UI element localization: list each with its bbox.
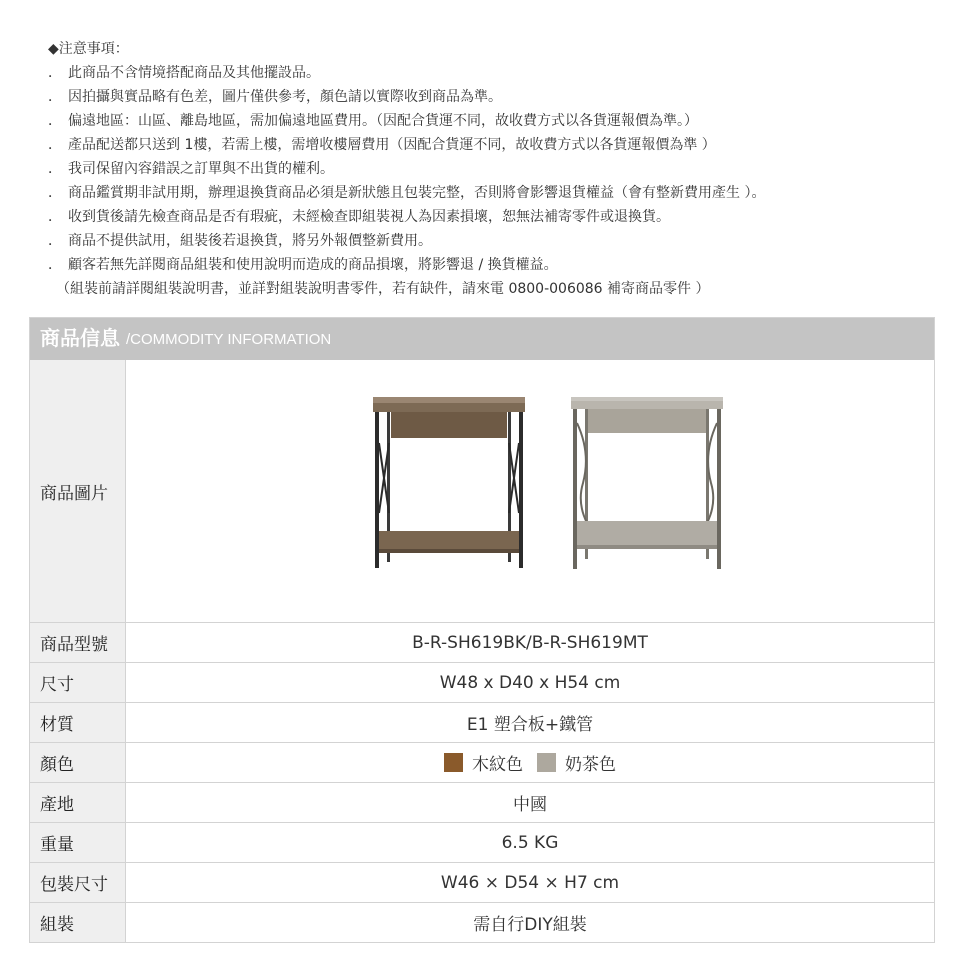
label-weight-char-1: 重: [40, 835, 57, 855]
info-header-title: 商品信息: [40, 326, 120, 350]
value-weight: 6.5 KG: [501, 832, 559, 853]
notice-bullet: ．: [48, 185, 62, 201]
label-color-char-1: 顏: [40, 755, 57, 775]
label-color-char-2: 色: [57, 755, 74, 775]
label-product-image: 商品圖片: [30, 360, 126, 622]
label-origin-char-2: 地: [57, 795, 74, 815]
notice-list: [48, 61, 765, 277]
product-image-cell: [126, 360, 934, 622]
row-origin: [30, 782, 934, 822]
notice-item: [48, 85, 765, 109]
label-origin-char-1: 產: [40, 795, 57, 815]
label-material-char-1: 材: [40, 715, 57, 735]
value-assembly: 需自行DIY組裝: [473, 915, 587, 935]
label-size-char-1: 尺: [40, 675, 57, 695]
walnut-label: 木紋色: [472, 755, 523, 775]
notice-item: [48, 229, 765, 253]
value-material: E1 塑合板+鐵管: [466, 715, 594, 735]
value-package: W46 × D54 × H7 cm: [440, 872, 620, 893]
row-assembly: [30, 902, 934, 942]
commodity-info-table: [29, 317, 935, 943]
label-package: 包裝尺寸: [30, 863, 126, 902]
notice-item: [48, 157, 765, 181]
row-weight: [30, 822, 934, 862]
notice-item: [48, 133, 765, 157]
label-weight-char-2: 量: [57, 835, 74, 855]
value-model: B-R-SH619BK/B-R-SH619MT: [412, 632, 648, 653]
notice-title: ◆注意事項：: [48, 41, 129, 57]
notice-item: [48, 61, 765, 85]
milk-tea-label: 奶茶色: [565, 755, 616, 775]
label-weight: [30, 823, 126, 862]
notice-footer: （組裝前請詳閱組裝說明書，並詳對組裝說明書零件，若有缺件，請來電 0800-006086 補寄商品零件 ）: [56, 281, 710, 297]
notice-bullet: ．: [48, 65, 62, 81]
row-size: [30, 662, 934, 702]
notice-item-text: 產品配送都只送到 1樓，若需上樓，需增收樓層費用（因配合貨運不同，故收費方式以各貨運報價為準 ）: [68, 137, 716, 153]
notice-item: [48, 181, 765, 205]
notice-item-text: 商品鑑賞期非試用期，辦理退換貨商品必須是新狀態且包裝完整，否則將會影響退貨權益（會有整新費用產生 ）。: [68, 185, 766, 201]
row-color: [30, 742, 934, 782]
notice-item-text: 偏遠地區：山區、離島地區，需加偏遠地區費用。（因配合貨運不同，故收費方式以各貨運報價為準。）: [68, 113, 698, 129]
label-material-char-2: 質: [57, 715, 74, 735]
notice-item-text: 商品不提供試用，組裝後若退換貨，將另外報價整新費用。: [68, 233, 432, 249]
value-color: [126, 743, 934, 782]
row-package: [30, 862, 934, 902]
label-assembly-char-1: 組: [40, 915, 57, 935]
notice-bullet: ．: [48, 233, 62, 249]
row-model: [30, 622, 934, 662]
notice-item-text: 顧客若無先詳閱商品組裝和使用說明而造成的商品損壞，將影響退 / 換貨權益。: [68, 257, 558, 273]
walnut-swatch: [444, 753, 463, 772]
value-origin: 中國: [513, 795, 547, 815]
label-size-char-2: 寸: [57, 675, 74, 695]
row-material: [30, 702, 934, 742]
notice-bullet: ．: [48, 209, 62, 225]
notice-item-text: 因拍攝與實品略有色差，圖片僅供參考，顏色請以實際收到商品為準。: [68, 89, 502, 105]
label-model: 商品型號: [30, 623, 126, 662]
notice-item: [48, 253, 765, 277]
notice-bullet: ．: [48, 257, 62, 273]
value-size: W48 x D40 x H54 cm: [439, 672, 621, 693]
milk-tea-swatch: [537, 753, 556, 772]
notice-item: [48, 109, 765, 133]
walnut-table-image: [373, 397, 525, 568]
notice-item: [48, 205, 765, 229]
milk-tea-table-image: [571, 397, 723, 569]
label-material: [30, 703, 126, 742]
color-option-milk-tea: [537, 750, 616, 775]
notice-item-text: 此商品不含情境搭配商品及其他擺設品。: [68, 65, 320, 81]
label-origin: [30, 783, 126, 822]
notice-bullet: ．: [48, 161, 62, 177]
notice-item-text: 我司保留內容錯誤之訂單與不出貨的權利。: [68, 161, 334, 177]
row-product-image: [30, 360, 934, 622]
notice-item-text: 收到貨後請先檢查商品是否有瑕疵，未經檢查即組裝視人為因素損壞，恕無法補寄零件或退換貨。: [68, 209, 670, 225]
product-image: [363, 383, 723, 583]
notice-section: [48, 37, 765, 301]
notice-bullet: ．: [48, 113, 62, 129]
label-size: [30, 663, 126, 702]
label-color: [30, 743, 126, 782]
notice-bullet: ．: [48, 89, 62, 105]
label-assembly-char-2: 裝: [57, 915, 74, 935]
notice-bullet: ．: [48, 137, 62, 153]
info-header: [30, 318, 934, 360]
color-option-walnut: [444, 750, 523, 775]
info-header-subtitle: /COMMODITY INFORMATION: [126, 331, 332, 348]
label-assembly: [30, 903, 126, 942]
